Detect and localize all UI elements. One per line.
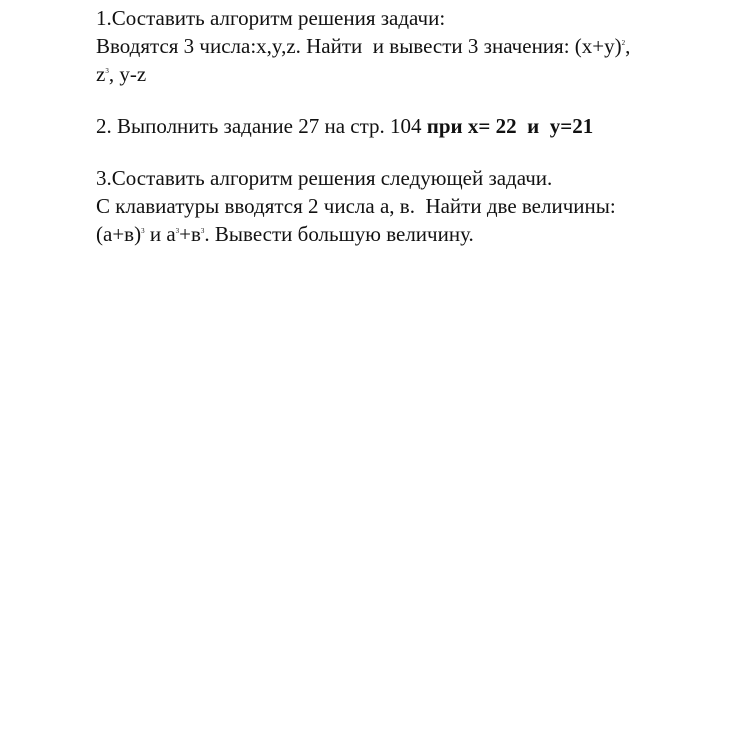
task-1-statement-text: Вводятся 3 числа:x,y,z. Найти и вывести 3 значения: (x+y) xyxy=(96,34,622,58)
formula-part: и а xyxy=(144,222,176,246)
task-1-title: 1.Составить алгоритм решения задачи: xyxy=(96,6,446,30)
exponent: 3 xyxy=(200,227,205,235)
paragraph-gap xyxy=(96,140,736,164)
task-1 xyxy=(96,4,736,88)
task-2-params: при x= 22 и y=21 xyxy=(426,114,594,138)
task-3-formula xyxy=(96,220,736,248)
formula-part: (а+в) xyxy=(96,222,142,246)
task-2-text: 2. Выполнить задание 27 на стр. 104 xyxy=(96,114,427,138)
task-1-values xyxy=(96,60,736,88)
formula-part: +в xyxy=(179,222,201,246)
exponent: 3 xyxy=(105,67,109,75)
task-2 xyxy=(96,112,736,140)
paragraph-gap xyxy=(96,88,736,112)
task-3 xyxy=(96,164,736,248)
task-3-statement: С клавиатуры вводятся 2 числа а, в. Найти две величины: xyxy=(96,194,616,218)
exponent: 2 xyxy=(621,39,626,47)
exponent: 3 xyxy=(175,227,180,235)
punctuation: , xyxy=(625,34,631,58)
variable-z: z xyxy=(96,62,106,86)
task-1-values-tail: , y-z xyxy=(108,62,147,86)
exponent: 3 xyxy=(141,227,145,235)
task-2-statement xyxy=(96,112,736,140)
task-3-title: 3.Составить алгоритм решения следующей задачи. xyxy=(96,166,553,190)
document-body xyxy=(96,4,736,248)
formula-part: . Вывести большую величину. xyxy=(204,222,474,246)
task-1-statement xyxy=(96,32,736,60)
